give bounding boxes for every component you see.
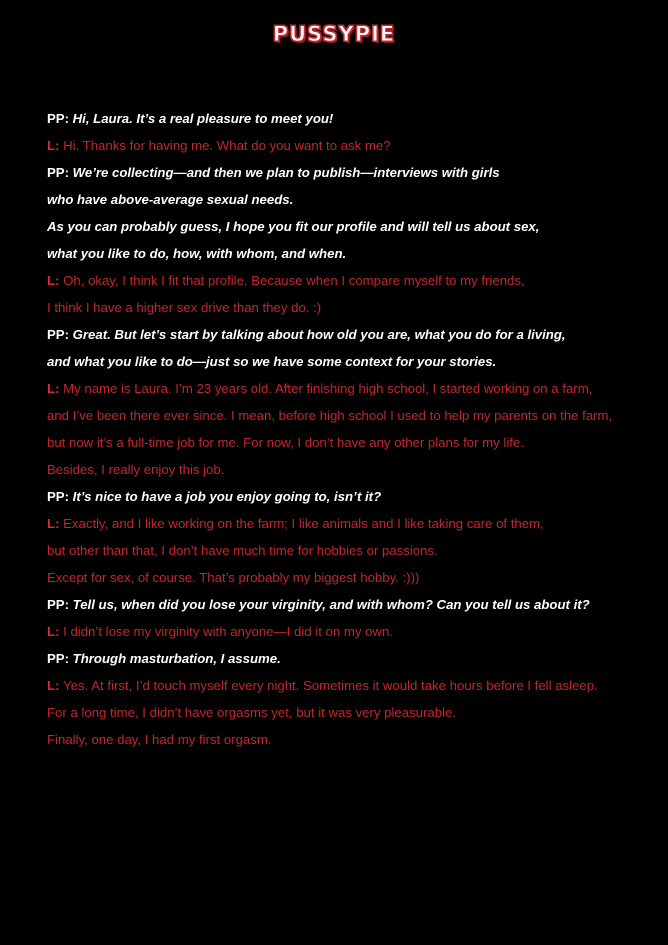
interviewer-line [47,186,657,213]
interviewee-line: L: Exactly, and I like working on the farm; I like animals and I like taking care of them, [47,516,544,531]
line-text: Hi, Laura. It’s a real pleasure to meet you! [72,111,334,126]
line-text: Hi. Thanks for having me. What do you want to ask me? [63,138,391,153]
speaker-label: L [47,138,56,153]
line-text: and what you like to do—just so we have some context for your stories. [47,354,497,369]
interviewee-line [47,294,657,321]
speaker-label: PP [47,327,65,342]
line-text: It’s nice to have a job you enjoy going to, isn’t it? [72,489,382,504]
speaker-label: PP [47,651,65,666]
line-text: Exactly, and I like working on the farm; I like animals and I like taking care of them, [63,516,544,531]
speaker-label: L [47,516,56,531]
interviewer-line [47,348,657,375]
interviewer-line: PP: It’s nice to have a job you enjoy going to, isn’t it? [47,489,382,504]
interviewee-line: L: I didn’t lose my virginity with anyone—I did it on my own. [47,624,393,639]
speaker-label: PP [47,165,65,180]
speaker-label: L [47,273,56,288]
interviewer-line: PP: Hi, Laura. It’s a real pleasure to meet you! [47,111,334,126]
interviewee-line: L: My name is Laura. I’m 23 years old. After finishing high school, I started working on a farm, [47,381,593,396]
interviewer-line: PP: Great. But let’s start by talking about how old you are, what you do for a living, [47,327,566,342]
line-text: Through masturbation, I assume. [72,651,281,666]
interviewee-line [47,726,657,753]
interview-transcript [47,105,657,753]
interviewer-line [47,213,657,240]
line-text: Except for sex, of course. That’s probably my biggest hobby. :))) [47,570,420,585]
interviewee-line: L: Oh, okay, I think I fit that profile. Because when I compare myself to my friends, [47,273,525,288]
speaker-label: PP [47,489,65,504]
line-text: who have above-average sexual needs. [47,192,294,207]
interviewee-line [47,402,657,429]
line-text: Tell us, when did you lose your virginity, and with whom? Can you tell us about it? [72,597,590,612]
line-text: but other than that, I don’t have much time for hobbies or passions. [47,543,438,558]
interviewer-line: PP: Through masturbation, I assume. [47,651,281,666]
interviewee-line [47,456,657,483]
interviewer-line: PP: Tell us, when did you lose your virginity, and with whom? Can you tell us about it? [47,597,590,612]
line-text: Besides, I really enjoy this job. [47,462,225,477]
line-text: As you can probably guess, I hope you fit our profile and will tell us about sex, [47,219,540,234]
interviewer-line [47,240,657,267]
speaker-label: L [47,381,56,396]
speaker-label: PP [47,111,65,126]
speaker-label: L [47,678,56,693]
line-text: We’re collecting—and then we plan to publish—interviews with girls [72,165,500,180]
interviewee-line [47,564,657,591]
line-text: Great. But let’s start by talking about how old you are, what you do for a living, [72,327,566,342]
interviewer-line: PP: We’re collecting—and then we plan to publish—interviews with girls [47,165,500,180]
line-text: I think I have a higher sex drive than they do. :) [47,300,322,315]
interviewee-line: L: Yes. At first, I’d touch myself every night. Sometimes it would take hours before I fell asleep. [47,678,598,693]
line-text: Oh, okay, I think I fit that profile. Because when I compare myself to my friends, [63,273,525,288]
line-text: what you like to do, how, with whom, and when. [47,246,347,261]
line-text: For a long time, I didn’t have orgasms yet, but it was very pleasurable. [47,705,457,720]
line-text: but now it’s a full-time job for me. For now, I don’t have any other plans for my life. [47,435,524,450]
speaker-label: L [47,624,56,639]
line-text: Yes. At first, I’d touch myself every night. Sometimes it would take hours before I fell asleep. [63,678,598,693]
line-text: Finally, one day, I had my first orgasm. [47,732,272,747]
page-title: PUSSYPIE [272,22,396,46]
speaker-label: PP [47,597,65,612]
interviewee-line [47,429,657,456]
line-text: I didn’t lose my virginity with anyone—I did it on my own. [63,624,393,639]
interviewee-line: L: Hi. Thanks for having me. What do you want to ask me? [47,138,391,153]
interviewee-line [47,699,657,726]
interviewee-line [47,537,657,564]
line-text: My name is Laura. I’m 23 years old. After finishing high school, I started working on a farm, [63,381,593,396]
line-text: and I’ve been there ever since. I mean, before high school I used to help my parents on the farm, [47,408,613,423]
